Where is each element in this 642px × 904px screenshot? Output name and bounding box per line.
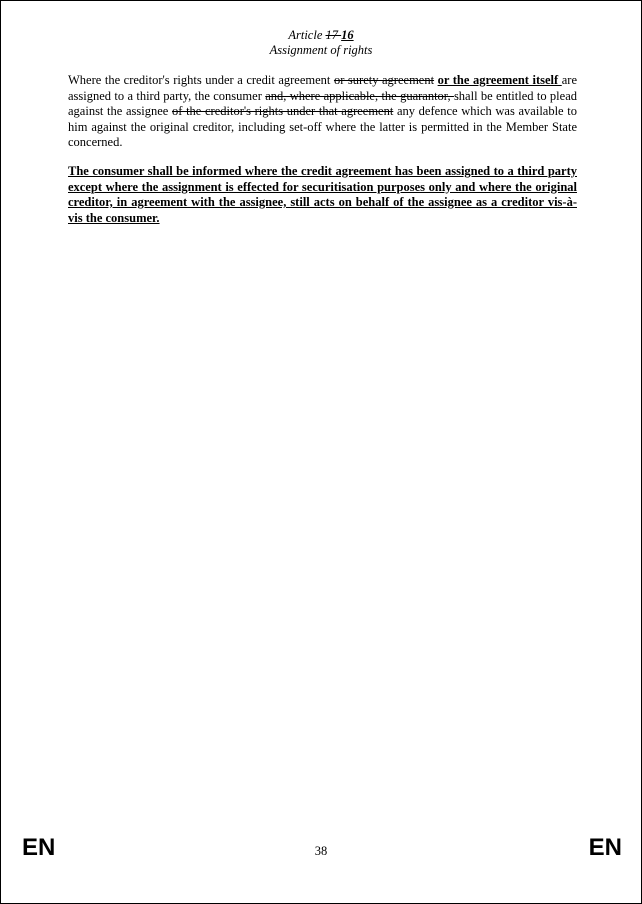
deleted-text: of the creditor's rights under that agreement (172, 104, 394, 118)
article-heading (1, 28, 641, 58)
article-title (1, 28, 641, 43)
inserted-text: or the agreement itself (437, 73, 562, 87)
article-number-inserted: 16 (341, 28, 354, 42)
article-number-deleted: 17 (325, 28, 342, 42)
paragraph-1-text: any defence which was available to him against the original creditor, including set-off where the latter is permitted in the Member State concerned. (68, 104, 577, 149)
paragraph-2-inserted: The consumer shall be informed where the credit agreement has been assigned to a third party except where the assignment is effected for securitisation purposes only and where the original creditor, in agreement with the assignee, still acts on behalf of the assignee as a creditor vis-à-vis the consumer. (68, 164, 577, 225)
article-label: Article (288, 28, 326, 42)
article-subtitle: Assignment of rights (269, 43, 373, 57)
deleted-text: and, where applicable, the guarantor, (265, 88, 454, 103)
paragraph-1 (68, 73, 577, 151)
page-number: 38 (314, 844, 328, 858)
paragraph-1-text: are assigned to a third party, the consumer (68, 73, 577, 103)
language-code-left: EN (22, 834, 56, 861)
deleted-text: or surety agreement (333, 73, 435, 87)
language-code-right: EN (588, 834, 622, 861)
paragraph-1-text: shall be entitled to plead against the assignee (68, 88, 578, 118)
paragraph-1-text: Where the creditor's rights under a credit agreement (68, 73, 334, 87)
